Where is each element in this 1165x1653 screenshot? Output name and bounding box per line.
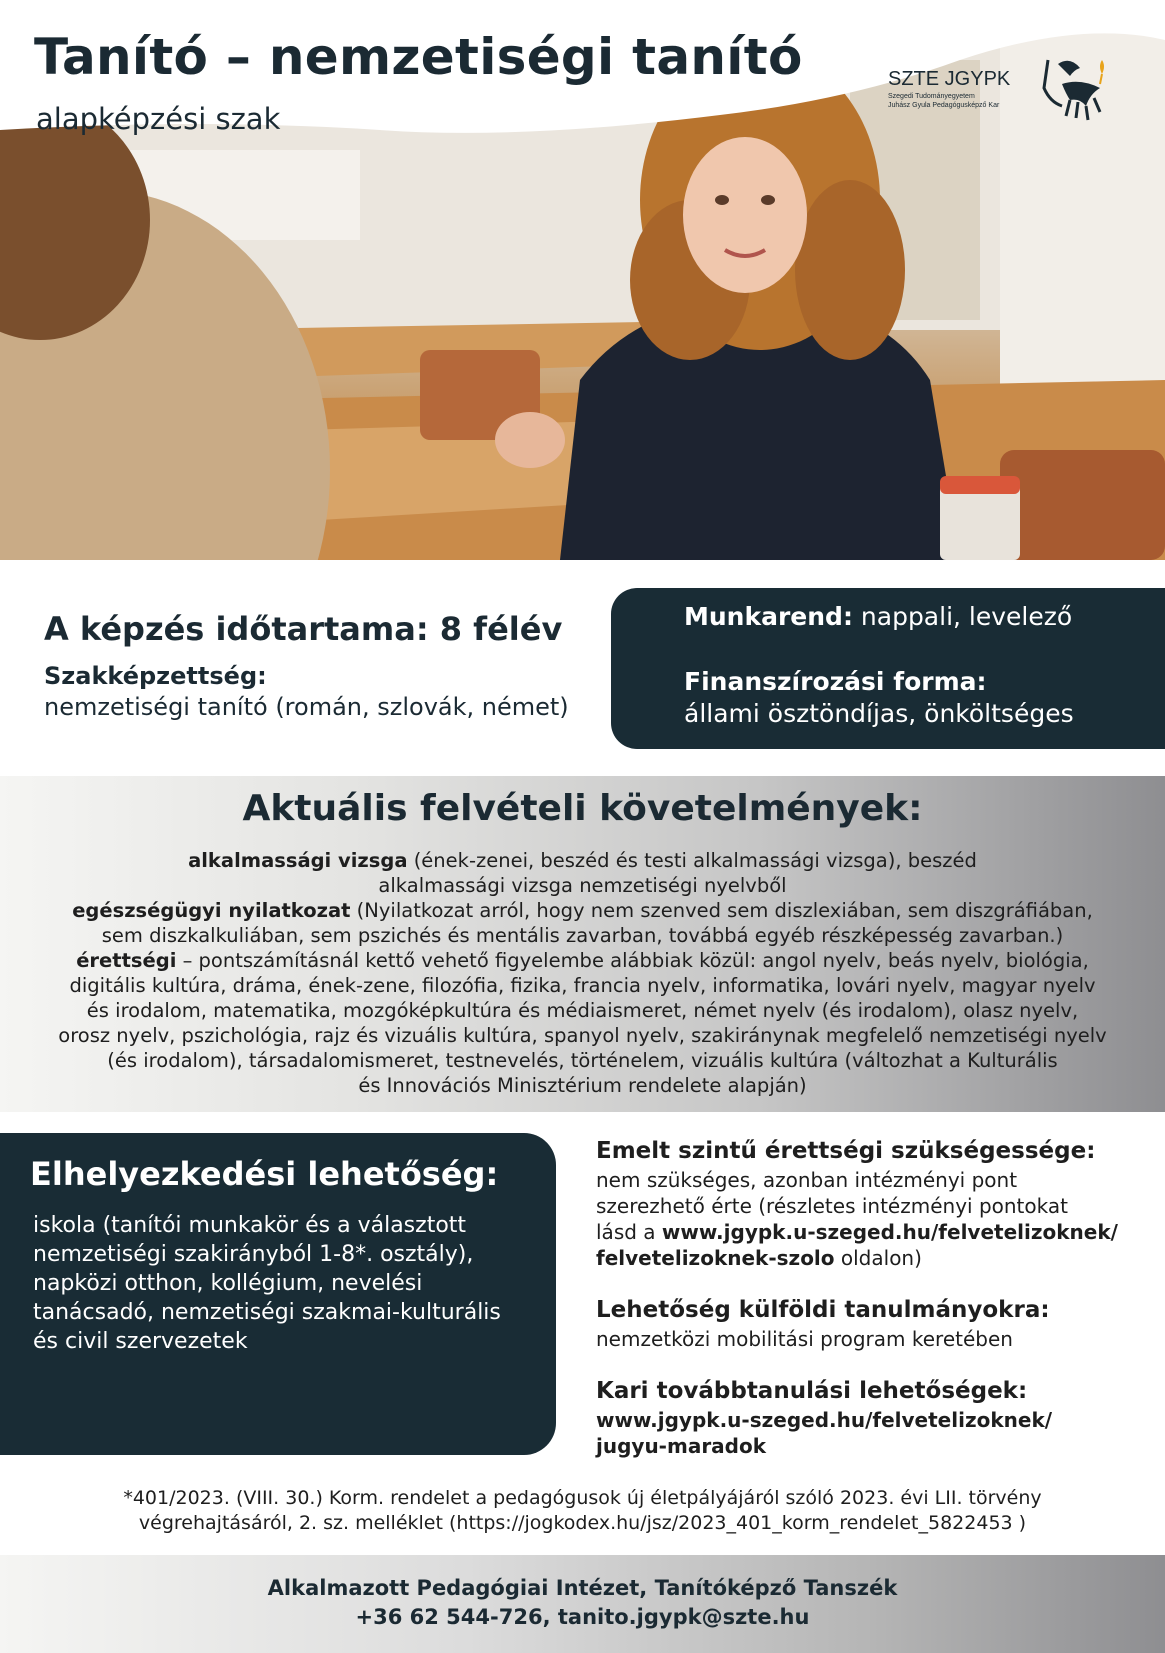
employment-title: Elhelyezkedési lehetőség: [30,1155,499,1193]
eagle-emblem-icon [1040,54,1112,124]
footnote: végrehajtásáról, 2. sz. melléklet (https://jogkodex.hu/jsz/2023_401_korm_rendelet_5822453 ) [138,1512,1027,1534]
employment-box [0,1133,556,1455]
logo-name: SZTE JGYPK [888,68,1011,90]
employment-line: napközi otthon, kollégium, nevelési [33,1271,423,1296]
requirement-aptitude [0,848,1165,873]
admissions-link[interactable]: www.jgypk.u-szeged.hu/felvetelizoknek/ [661,1220,1118,1244]
requirement-exam-line: és Innovációs Minisztérium rendelete alapján) [358,1074,807,1097]
requirement-health-text: (Nyilatkozat arról, hogy nem szenved sem diszlexiában, sem diszgráfiában, [350,899,1093,922]
employment-line: iskola (tanítói munkakör és a választott [33,1213,467,1238]
employment-line: nemzetiségi szakirányból 1-8*. osztály), [33,1242,474,1267]
work-schedule-value: nappali, levelező [860,602,1073,631]
contact-section [0,1555,1165,1653]
requirement-exam-line: orosz nyelv, pszichológia, rajz és vizuális kultúra, spanyol nyelv, szakiránynak megfelelő nemzetiségi nyelv [58,1024,1107,1047]
contact-phone-email[interactable]: +36 62 544-726, tanito.jgypk@szte.hu [355,1605,810,1629]
advanced-exam-text [596,1220,1118,1244]
study-abroad-title: Lehetőség külföldi tanulmányokra: [596,1297,1050,1323]
faculty-logo [888,54,1118,124]
further-study-link-cont[interactable] [596,1434,766,1458]
advanced-exam-title: Emelt szintű érettségi szükségessége: [596,1138,1096,1164]
contact-department: Alkalmazott Pedagógiai Intézet, Tanítóképző Tanszék [267,1576,898,1600]
admissions-link-cont[interactable]: felvetelizoknek-szolo [596,1246,835,1270]
requirement-aptitude-cont: alkalmassági vizsga nemzetiségi nyelvből [378,874,787,897]
work-schedule [684,602,1072,631]
further-study-link[interactable] [596,1408,1052,1432]
advanced-exam-text [596,1246,922,1270]
requirement-exam-line: (és irodalom), társadalomismeret, testnevelés, történelem, vizuális kultúra (változhat a Kulturális [107,1049,1058,1072]
page-title: Tanító – nemzetiségi tanító [34,28,803,86]
requirement-exam [0,948,1165,973]
advanced-exam-text: nem szükséges, azonban intézményi pont [596,1168,1018,1192]
requirement-aptitude-label: alkalmassági vizsga [188,849,408,872]
financing-label: Finanszírozási forma: [684,667,987,696]
requirement-exam-label: érettségi [76,949,177,972]
requirement-aptitude-text: (ének-zenei, beszéd és testi alkalmassági vizsga), beszéd [407,849,977,872]
further-study-link-text[interactable]: www.jgypk.u-szeged.hu/felvetelizoknek/ [596,1408,1053,1432]
footnote: *401/2023. (VIII. 30.) Korm. rendelet a pedagógusok új életpályájáról szóló 2023. évi LII. törvény [123,1487,1042,1509]
requirement-health [0,898,1165,923]
advanced-exam-prefix: lásd a [596,1220,662,1244]
requirement-exam-text: – pontszámításnál kettő vehető figyelembe alábbiak közül: angol nyelv, beás nyelv, biológia, [176,949,1089,972]
admission-requirements-section [0,776,1165,1112]
study-abroad-text: nemzetközi mobilitási program keretében [596,1327,1013,1351]
employment-line: és civil szervezetek [33,1329,248,1354]
further-study-link-text[interactable]: jugyu-maradok [596,1434,767,1458]
qualification-label: Szakképzettség: [44,662,267,690]
requirements-title: Aktuális felvételi követelmények: [242,788,923,829]
further-study-title: Kari továbbtanulási lehetőségek: [596,1378,1028,1404]
financing-value: állami ösztöndíjas, önköltséges [684,699,1074,728]
requirement-health-cont: sem diszkalkuliában, sem pszichés és mentális zavarban, továbbá egyéb részképesség zavarban.) [101,924,1064,947]
program-duration: A képzés időtartama: 8 félév [44,610,563,648]
qualification-value: nemzetiségi tanító (román, szlovák, német) [44,693,569,721]
study-mode-box [611,588,1165,749]
requirement-health-label: egészségügyi nyilatkozat [72,899,351,922]
logo-university: Szegedi Tudományegyetem [888,93,975,100]
employment-line: tanácsadó, nemzetiségi szakmai-kulturális [33,1300,501,1325]
work-schedule-label: Munkarend: [684,602,853,631]
requirement-exam-line: és irodalom, matematika, mozgóképkultúra és médiaismeret, német nyelv (és irodalom), olasz nyelv, [86,999,1079,1022]
advanced-exam-text: szerezhető érte (részletes intézményi pontokat [596,1194,1068,1218]
advanced-exam-suffix: oldalon) [834,1246,922,1270]
logo-faculty: Juhász Gyula Pedagógusképző Kar [888,102,1000,109]
page-subtitle: alapképzési szak [36,102,281,136]
requirement-exam-line: digitális kultúra, dráma, ének-zene, filozófia, fizika, francia nyelv, informatika, lovári nyelv, magyar nyelv [69,974,1096,997]
